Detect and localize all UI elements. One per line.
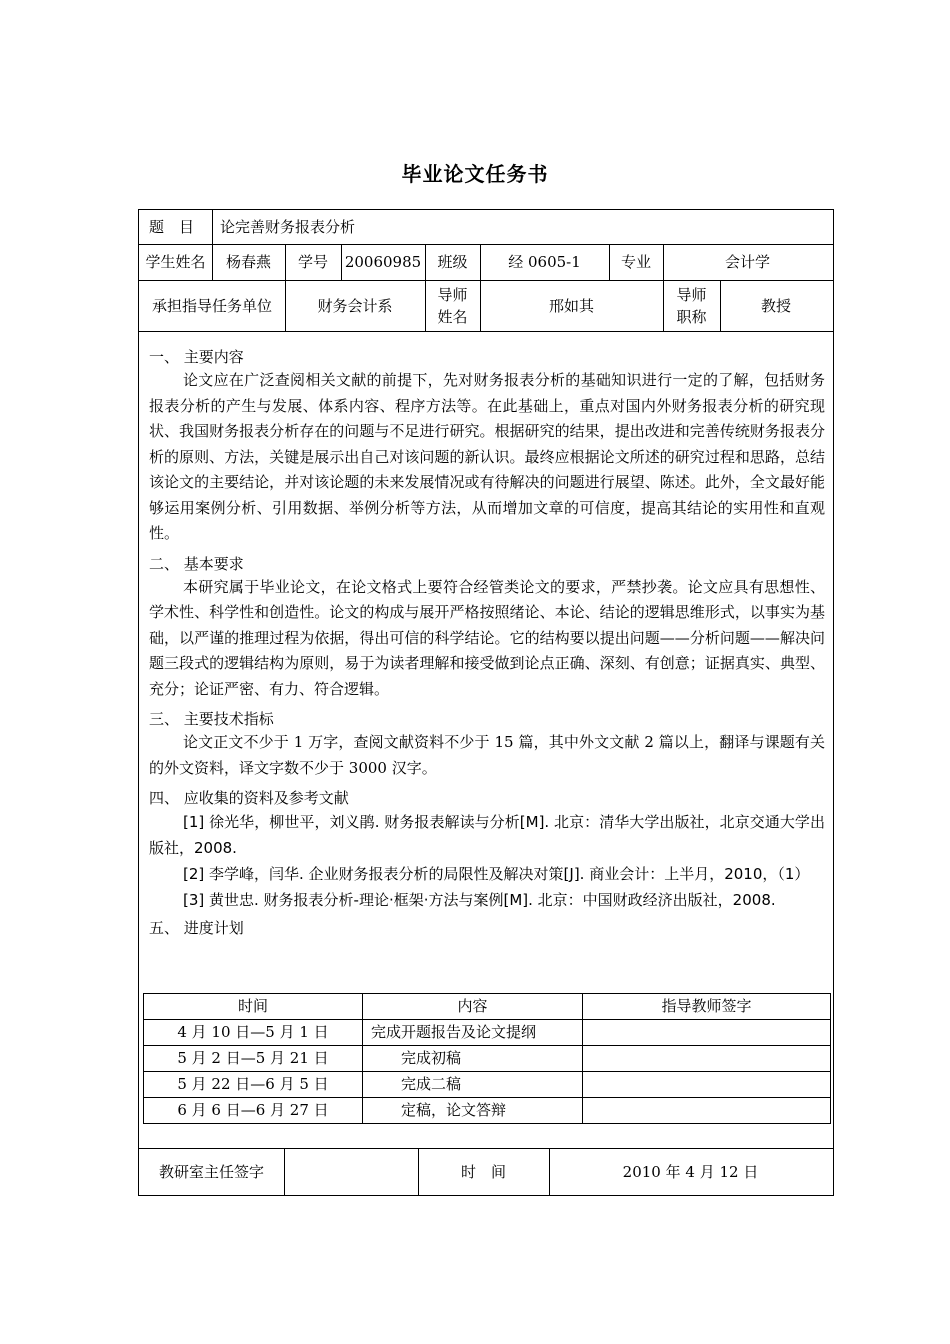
schedule-content: 完成初稿 <box>363 1046 583 1072</box>
topic-label: 题 目 <box>149 218 195 236</box>
date-value: 2010 年 4 月 12 日 <box>622 1162 759 1181</box>
major-label: 专业 <box>620 253 651 271</box>
table-row <box>144 1098 831 1124</box>
class-value: 经 0605-1 <box>508 253 581 271</box>
unit-label: 承担指导任务单位 <box>151 296 272 315</box>
section-heading-schedule: 五、 进度计划 <box>149 919 244 937</box>
schedule-header-time: 时间 <box>144 994 363 1020</box>
schedule-header-sign: 指导教师签字 <box>583 994 831 1020</box>
advisor-name-value: 邢如其 <box>548 296 594 315</box>
director-sign-value <box>284 1148 418 1195</box>
date-label: 时 间 <box>460 1162 506 1181</box>
major-value: 会计学 <box>724 253 770 271</box>
section-heading-references: 四、 应收集的资料及参考文献 <box>149 789 349 807</box>
advisor-title-value: 教授 <box>760 296 791 315</box>
schedule-content: 完成开题报告及论文提纲 <box>363 1020 583 1046</box>
unit-value: 财务会计系 <box>317 296 393 315</box>
schedule-content: 定稿，论文答辩 <box>363 1098 583 1124</box>
schedule-table <box>143 993 831 1124</box>
task-content <box>149 342 825 939</box>
topic-value: 论完善财务报表分析 <box>220 218 356 236</box>
class-label: 班级 <box>437 253 468 271</box>
section-text-tech-indicators: 论文正文不少于 1 万字，查阅文献资料不少于 15 篇，其中外文文献 2 篇以上，翻译与课题有关的外文资料，译文字数不少于 3000 汉字。 <box>149 733 825 777</box>
schedule-time: 5 月 2 日—5 月 21 日 <box>144 1046 363 1072</box>
section-text-main-content: 论文应在广泛查阅相关文献的前提下，先对财务报表分析的基础知识进行一定的了解，包括财务报表分析的产生与发展、体系内容、程序方法等。在此基础上，重点对国内外财务报表分析的研究现状、我国财务报表分析存在的问题与不足进行研究。根据研究的结果，提出改进和完善传统财务报表分析的原则、方法，关键是展示出自己对该问题的新认识。最终应根据论文所述的研究过程和思路，总结该论文的主要结论，并对该论题的未来发展情况或有待解决的问题进行展望、陈述。此外，全文最好能够运用案例分析、引用数据、举例分析等方法，从而增加文章的可信度，提高其结论的实用性和直观性。 <box>149 371 825 542</box>
schedule-header-content: 内容 <box>363 994 583 1020</box>
reference-item: [1] 徐光华，柳世平，刘义鹃. 财务报表解读与分析[M]. 北京：清华大学出版社，北京交通大学出版社，2008. <box>149 813 825 857</box>
section-heading-main-content: 一、 主要内容 <box>149 348 244 366</box>
schedule-content: 完成二稿 <box>363 1072 583 1098</box>
table-row <box>144 1020 831 1046</box>
student-id-label: 学号 <box>297 253 328 271</box>
advisor-title-label <box>663 280 720 331</box>
row-divider <box>139 331 833 332</box>
advisor-name-label-line1: 导师 <box>437 285 468 304</box>
schedule-time: 4 月 10 日—5 月 1 日 <box>144 1020 363 1046</box>
section-heading-tech-indicators: 三、 主要技术指标 <box>149 710 274 728</box>
advisor-title-label-line2: 职称 <box>676 307 707 326</box>
advisor-title-label-line1: 导师 <box>676 285 707 304</box>
section-heading-requirements: 二、 基本要求 <box>149 554 244 573</box>
director-sign-label: 教研室主任签字 <box>158 1162 264 1181</box>
student-name-value: 杨春燕 <box>225 253 271 271</box>
schedule-sign <box>583 1072 831 1098</box>
advisor-name-label <box>425 280 480 331</box>
page-title: 毕业论文任务书 <box>401 162 549 186</box>
student-name-label: 学生姓名 <box>145 253 206 271</box>
schedule-sign <box>583 1020 831 1046</box>
schedule-sign <box>583 1098 831 1124</box>
advisor-name-label-line2: 姓名 <box>437 307 468 326</box>
schedule-time: 6 月 6 日—6 月 27 日 <box>144 1098 363 1124</box>
student-id-value: 20060985 <box>344 253 422 271</box>
task-form <box>138 209 834 1196</box>
schedule-header-row <box>144 994 831 1020</box>
schedule-sign <box>583 1046 831 1072</box>
section-text-requirements: 本研究属于毕业论文，在论文格式上要符合经管类论文的要求，严禁抄袭。论文应具有思想性、学术性、科学性和创造性。论文的构成与展开严格按照绪论、本论、结论的逻辑思维形式，以事实为基础，以严谨的推理过程为依据，得出可信的科学结论。它的结构要以提出问题——分析问题——解决问题三段式的逻辑结构为原则，易于为读者理解和接受做到论点正确、深刻、有创意；证据真实、典型、充分；论证严密、有力、符合逻辑。 <box>149 577 825 698</box>
table-row <box>144 1072 831 1098</box>
table-row <box>144 1046 831 1072</box>
reference-item: [3] 黄世忠. 财务报表分析-理论·框架·方法与案例[M]. 北京：中国财政经济出版社，2008. <box>183 891 776 909</box>
reference-item: [2] 李学峰，闫华. 企业财务报表分析的局限性及解决对策[J]. 商业会计：上半月，2010，（1） <box>183 865 810 883</box>
schedule-time: 5 月 22 日—6 月 5 日 <box>144 1072 363 1098</box>
